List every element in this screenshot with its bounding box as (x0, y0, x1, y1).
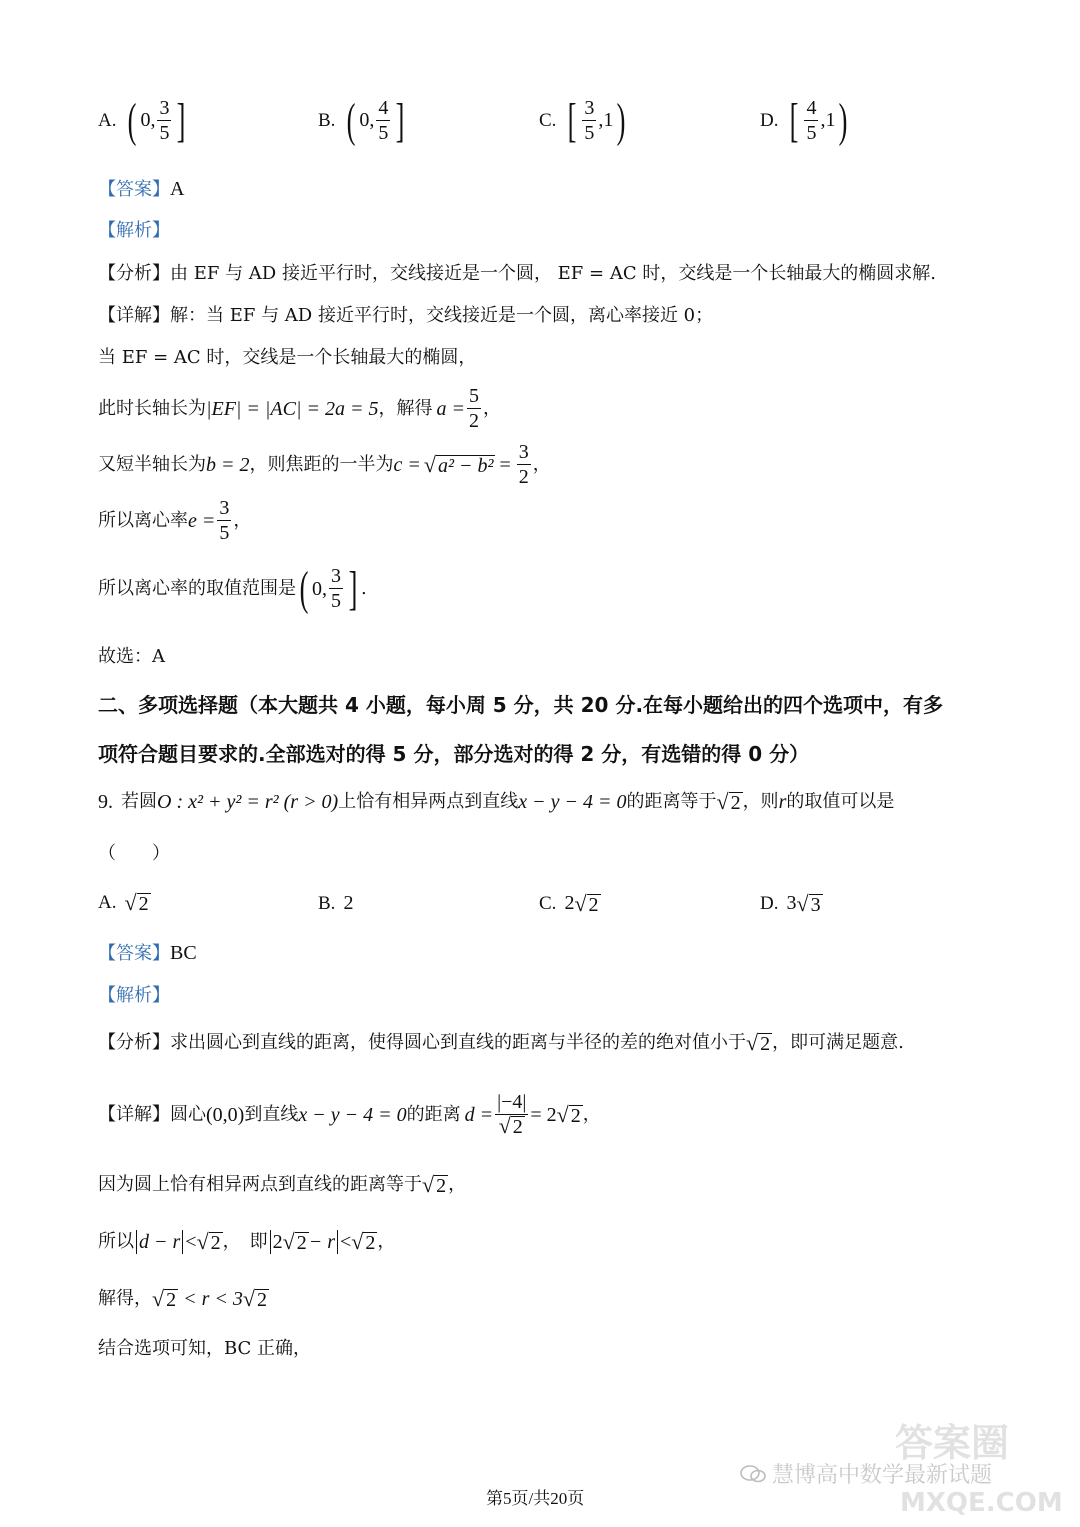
q8-option-c[interactable]: C. [ $\frac{3}{5}$ ,1 ) (539, 93, 626, 147)
q9-option-c[interactable]: C. 2 √ 2 (539, 890, 599, 916)
fraction: $\frac{3}{5}$ (159, 97, 170, 144)
wechat-icon (740, 1464, 766, 1484)
q8-xiangjie-line1: 【详解】解：当 EF 与 AD 接近平行时，交线接近是一个圆，离心率接近 0； (98, 305, 714, 326)
sqrt: √ 2 (124, 890, 149, 915)
sqrt: √ 2 (574, 890, 599, 916)
q8-line3: 此时长轴长为 |EF| = |AC| = 2a = 5 ，解得 a = $\frac{5}{2}$ ， (98, 385, 501, 432)
sqrt: √ 2 (152, 1286, 177, 1311)
page-number: 第5页/共20页 (486, 1489, 585, 1508)
q9-line2: 因为圆上恰有相异两点到直线的距离等于 √ 2 ， (98, 1172, 467, 1197)
fraction: $\frac{4}{5}$ (806, 97, 817, 144)
q9-option-b[interactable]: B. 2 (318, 892, 354, 914)
sqrt: √ 2 (282, 1229, 307, 1254)
sqrt: √ 2 (556, 1101, 581, 1127)
sqrt: √ 2 (351, 1229, 376, 1254)
sqrt: √ 2 (242, 1286, 267, 1311)
q8-option-a[interactable]: A. ( 0, $\frac{3}{5}$ ] (98, 93, 186, 147)
sqrt: √ 3 (796, 890, 821, 916)
q8-analysis-tag: 【解析】 (98, 220, 170, 241)
q9-option-a[interactable]: A. √ 2 (98, 890, 149, 915)
q8-line6: 所以离心率的取值范围是 ( 0, $\frac{3}{5}$ ] . (98, 561, 367, 615)
q9-option-d[interactable]: D. 3 √ 3 (760, 890, 821, 916)
q9-answer: 【答案】BC (98, 942, 197, 964)
q9-line3: 所以 d − r < √ 2 ， 即 2 √ 2 − r < √ 2 ， (98, 1229, 396, 1254)
watermark-brand: 慧博高中数学最新试题 (772, 1463, 993, 1488)
watermark-logo: 答案圈 (895, 1421, 1010, 1465)
q9-analysis-tag: 【解析】 (98, 985, 170, 1006)
q9-fenxi: 【分析】 求出圆心到直线的距离，使得圆心到直线的距离与半径的差的绝对值小于 √ 2 ，即可满足题意. (98, 1030, 904, 1055)
fraction: |−4| √ 2 (497, 1091, 527, 1138)
fraction: $\frac{3}{5}$ (219, 497, 230, 544)
sqrt: √ 2 (422, 1172, 447, 1197)
q8-choose: 故选：A (98, 646, 165, 667)
option-label: A. (98, 109, 117, 131)
fraction: $\frac{4}{5}$ (378, 97, 389, 144)
q8-answer: 【答案】A (98, 178, 185, 200)
sqrt: √ 2 (716, 789, 741, 814)
q9-xiangjie-distance: 【详解】 圆心 (0,0) 到直线 x − y − 4 = 0 的距离 d = |−4| √ 2 = 2 √ 2 ， (98, 1091, 601, 1138)
option-label: C. (539, 109, 557, 131)
q8-line2: 当 EF = AC 时，交线是一个长轴最大的椭圆， (98, 347, 477, 368)
fraction: $\frac{5}{2}$ (468, 385, 479, 432)
option-label: D. (760, 109, 779, 131)
q8-option-b[interactable]: B. ( 0, $\frac{4}{5}$ ] (318, 93, 405, 147)
q9-blank: （ ） (98, 843, 170, 864)
sqrt: √ a² − b² (423, 451, 494, 477)
watermark-site: MXQE.COM (900, 1488, 1063, 1518)
section-heading-line1: 二、多项选择题（本大题共 4 小题，每小周 5 分，共 20 分.在每小题给出的四个选项中，有多 (98, 693, 944, 717)
fraction: $\frac{3}{2}$ (518, 441, 529, 488)
q8-fenxi: 【分析】由 EF 与 AD 接近平行时，交线接近是一个圆， EF = AC 时，交线是一个长轴最大的椭圆求解. (98, 263, 937, 284)
sqrt: √ 2 (196, 1229, 221, 1254)
q9-line5: 结合选项可知，BC 正确， (98, 1338, 312, 1359)
q8-option-d[interactable]: D. [ $\frac{4}{5}$ ,1 ) (760, 93, 848, 147)
q9-line4: 解得， √ 2 < r < 3 √ 2 (98, 1286, 267, 1311)
section-heading-line2: 项符合题目要求的.全部选对的得 5 分，部分选对的得 2 分，有选错的得 0 分） (98, 742, 810, 766)
option-label: B. (318, 109, 336, 131)
sqrt: √ 2 (746, 1030, 771, 1055)
q8-line4: 又短半轴长为 b = 2 ，则焦距的一半为 c = √ a² − b² = $\frac{3}{2}$ ， (98, 441, 551, 488)
q9-stem: 9. 若圆 O : x² + y² = r² (r > 0) 上恰有相异两点到直线 x − y − 4 = 0 的距离等于 √ 2 ，则 r 的取值可以是 (98, 789, 895, 814)
q8-line5: 所以离心率 e = $\frac{3}{5}$ ， (98, 497, 252, 544)
fraction: $\frac{3}{5}$ (330, 565, 341, 612)
fraction: $\frac{3}{5}$ (584, 97, 595, 144)
